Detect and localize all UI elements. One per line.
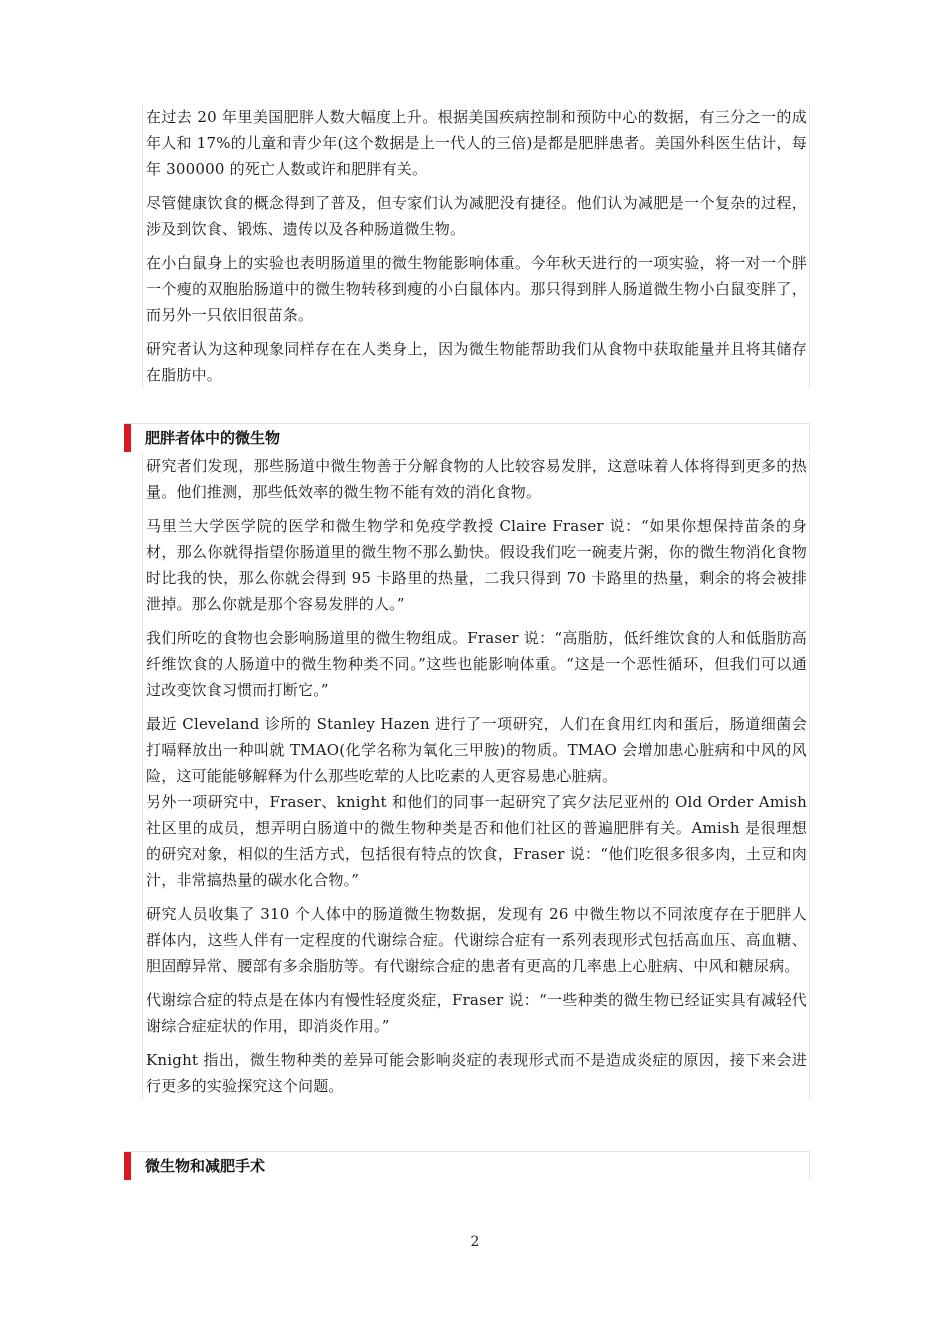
paragraph: 尽管健康饮食的概念得到了普及，但专家们认为减肥没有捷径。他们认为减肥是一个复杂的过程，涉及到饮食、锻炼、遗传以及各种肠道微生物。: [146, 194, 807, 238]
paragraph: 在小白鼠身上的实验也表明肠道里的微生物能影响体重。今年秋天进行的一项实验，将一对一个胖一个瘦的双胞胎肠道中的微生物转移到瘦的小白鼠体内。那只得到胖人肠道微生物小白鼠变胖了，而另外一只依旧很苗条。: [146, 254, 807, 324]
section-marker-bar: [124, 424, 131, 452]
paragraph: 我们所吃的食物也会影响肠道里的微生物组成。Fraser 说：“高脂肪，低纤维饮食的人和低脂肪高纤维饮食的人肠道中的微生物种类不同。”这些也能影响体重。“这是一个恶性循环，但我们可以通过改变饮食习惯而打断它。”: [146, 629, 807, 699]
section-heading: [124, 1151, 810, 1179]
intro-section: [142, 104, 810, 388]
page-number: 2: [470, 1234, 480, 1250]
section-body: [142, 453, 810, 1099]
section-marker-bar: [124, 1152, 131, 1180]
section-title: 微生物和减肥手术: [145, 1157, 266, 1175]
paragraph: 另外一项研究中，Fraser、knight 和他们的同事一起研究了宾夕法尼亚州的 Old Order Amish 社区里的成员，想弄明白肠道中的微生物种类是否和他们社区的普遍肥胖有关。Amish 是很理想的研究对象，相似的生活方式，包括很有特点的饮食，Fraser 说：“他们吃很多很多肉，土豆和肉汁，非常搞热量的碳水化合物。”: [146, 793, 807, 889]
paragraph: 马里兰大学医学院的医学和微生物学和免疫学教授 Claire Fraser 说：“如果你想保持苗条的身材，那么你就得指望你肠道里的微生物不那么勤快。假设我们吃一碗麦片粥，你的微生物消化食物时比我的快，那么你就会得到 95 卡路里的热量，二我只得到 70 卡路里的热量，剩余的将会被排泄掉。那么你就是那个容易发胖的人。”: [146, 517, 807, 613]
paragraph: 在过去 20 年里美国肥胖人数大幅度上升。根据美国疾病控制和预防中心的数据，有三分之一的成年人和 17%的儿童和青少年(这个数据是上一代人的三倍)是都是肥胖患者。美国外科医生估计，每年 300000 的死亡人数或许和肥胖有关。: [146, 108, 807, 178]
paragraph: 研究者认为这种现象同样存在在人类身上，因为微生物能帮助我们从食物中获取能量并且将其储存在脂肪中。: [146, 340, 807, 384]
section-heading: [124, 423, 810, 451]
section-title: 肥胖者体中的微生物: [145, 429, 281, 447]
paragraph: 研究者们发现，那些肠道中微生物善于分解食物的人比较容易发胖，这意味着人体将得到更多的热量。他们推测，那些低效率的微生物不能有效的消化食物。: [146, 457, 807, 501]
paragraph: 代谢综合症的特点是在体内有慢性轻度炎症，Fraser 说：“一些种类的微生物已经证实具有减轻代谢综合症症状的作用，即消炎作用。”: [146, 991, 807, 1035]
paragraph: 研究人员收集了 310 个人体中的肠道微生物数据，发现有 26 中微生物以不同浓度存在于肥胖人群体内，这些人伴有一定程度的代谢综合症。代谢综合症有一系列表现形式包括高血压、高血糖、胆固醇异常、腰部有多余脂肪等。有代谢综合症的患者有更高的几率患上心脏病、中风和糖尿病。: [146, 905, 807, 975]
paragraph: Knight 指出，微生物种类的差异可能会影响炎症的表现形式而不是造成炎症的原因，接下来会进行更多的实验探究这个问题。: [146, 1051, 807, 1095]
paragraph: 最近 Cleveland 诊所的 Stanley Hazen 进行了一项研究，人们在食用红肉和蛋后，肠道细菌会打嗝释放出一种叫就 TMAO(化学名称为氧化三甲胺)的物质。TMAO 会增加患心脏病和中风的风险，这可能能够解释为什么那些吃荤的人比吃素的人更容易患心脏病。: [146, 715, 807, 785]
